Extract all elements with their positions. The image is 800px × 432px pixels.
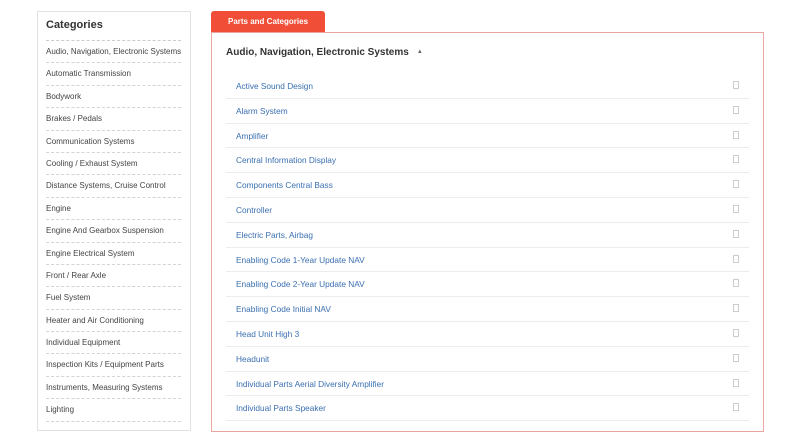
document-icon[interactable] (733, 403, 739, 411)
part-list-item[interactable] (226, 272, 749, 297)
sidebar-category-item[interactable]: Fuel System (46, 287, 181, 309)
part-list-item[interactable] (226, 124, 749, 149)
sidebar-category-item[interactable]: Distance Systems, Cruise Control (46, 175, 181, 197)
sidebar-category-item[interactable]: Inspection Kits / Equipment Parts (46, 354, 181, 376)
sidebar-category-item[interactable]: Instruments, Measuring Systems (46, 377, 181, 399)
part-link[interactable]: Central Information Display (236, 155, 337, 166)
sidebar-category-item[interactable]: Bodywork (46, 86, 181, 108)
part-link[interactable]: Individual Parts Aerial Diversity Amplifier (236, 378, 385, 389)
part-link[interactable]: Electric Parts, Airbag (236, 229, 314, 240)
sidebar-category-item[interactable]: Engine Electrical System (46, 243, 181, 265)
sidebar-category-item[interactable]: Engine (46, 198, 181, 220)
document-icon[interactable] (733, 106, 739, 114)
part-list-item[interactable] (226, 297, 749, 322)
categories-sidebar (37, 11, 191, 431)
document-icon[interactable] (733, 279, 739, 287)
sidebar-category-item[interactable]: Lighting (46, 399, 181, 421)
part-link[interactable]: Head Unit High 3 (236, 328, 300, 339)
part-link[interactable]: Enabling Code Initial NAV (236, 304, 331, 315)
part-link[interactable]: Components Central Bass (236, 180, 333, 191)
part-list-item[interactable] (226, 99, 749, 124)
part-link[interactable]: Enabling Code 2-Year Update NAV (236, 279, 365, 290)
part-list-item[interactable] (226, 173, 749, 198)
part-link[interactable]: Controller (236, 204, 272, 215)
sidebar-category-item[interactable]: Engine And Gearbox Suspension (46, 220, 181, 242)
part-list-item[interactable] (226, 198, 749, 223)
section-heading[interactable] (226, 47, 423, 58)
sidebar-category-item[interactable]: Heater and Air Conditioning (46, 310, 181, 332)
sidebar-category-item[interactable]: Brakes / Pedals (46, 108, 181, 130)
document-icon[interactable] (733, 304, 739, 312)
part-list-item[interactable] (226, 347, 749, 372)
part-link[interactable]: Amplifier (236, 130, 269, 141)
part-link[interactable]: Individual Parts Speaker (236, 403, 326, 414)
document-icon[interactable] (733, 155, 739, 163)
part-link[interactable]: Enabling Code 1-Year Update NAV (236, 254, 365, 265)
sidebar-title: Categories (46, 12, 181, 41)
document-icon[interactable] (733, 81, 739, 89)
part-link[interactable]: Headunit (236, 353, 270, 364)
part-list-item[interactable] (226, 322, 749, 347)
part-list-item[interactable] (226, 74, 749, 99)
document-icon[interactable] (733, 180, 739, 188)
sidebar-category-item[interactable]: Front / Rear Axle (46, 265, 181, 287)
document-icon[interactable] (733, 230, 739, 238)
tab-parts-and-categories[interactable]: Parts and Categories (211, 11, 325, 33)
part-list-item[interactable] (226, 223, 749, 248)
document-icon[interactable] (733, 205, 739, 213)
part-list-item[interactable] (226, 372, 749, 397)
sidebar-category-item[interactable]: Cooling / Exhaust System (46, 153, 181, 175)
part-link[interactable]: Active Sound Design (236, 81, 314, 91)
parts-panel (211, 32, 764, 432)
document-icon[interactable] (733, 131, 739, 139)
sidebar-category-item[interactable]: Communication Systems (46, 131, 181, 153)
sidebar-category-item[interactable]: Audio, Navigation, Electronic Systems (46, 41, 181, 63)
part-link[interactable]: Alarm System (236, 105, 288, 116)
section-heading-label: Audio, Navigation, Electronic Systems (226, 47, 409, 58)
part-list-item[interactable] (226, 148, 749, 173)
caret-up-icon: ▲ (416, 49, 423, 56)
document-icon[interactable] (733, 255, 739, 263)
document-icon[interactable] (733, 354, 739, 362)
part-list-item[interactable] (226, 248, 749, 273)
document-icon[interactable] (733, 379, 739, 387)
sidebar-category-item[interactable]: Individual Equipment (46, 332, 181, 354)
sidebar-category-item[interactable]: Automatic Transmission (46, 63, 181, 85)
document-icon[interactable] (733, 329, 739, 337)
